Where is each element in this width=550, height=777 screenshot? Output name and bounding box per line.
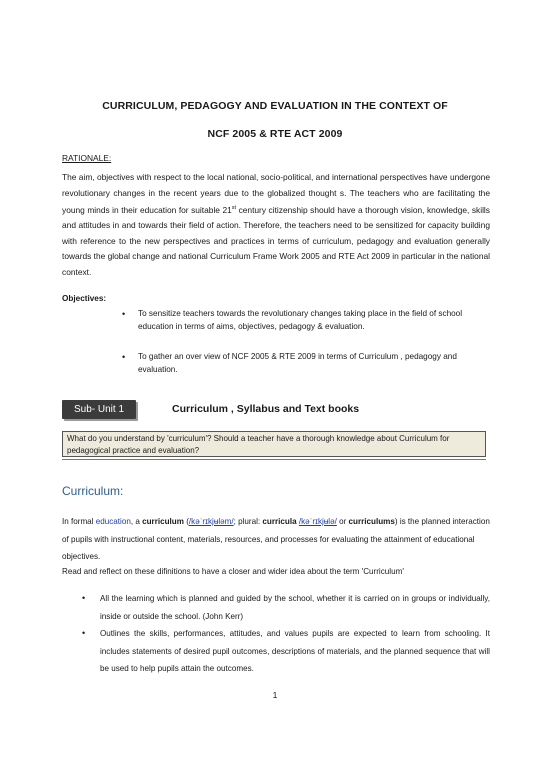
objective-item: • To gather an over view of NCF 2005 & RTE 2009 in terms of Curriculum , pedagogy and evaluation. [138, 351, 490, 376]
pronunciation-link[interactable]: /kəˈrɪkjʉləm/ [188, 517, 234, 526]
definition-text: or [336, 517, 349, 526]
term-curricula: curricula [262, 517, 297, 526]
rationale-paragraph [62, 170, 490, 280]
read-and-reflect: Read and reflect on these difinitions to have a closer and wider idea about the term 'Curriculum' [62, 567, 404, 576]
definition-text: ( [183, 517, 189, 526]
divider [62, 459, 486, 460]
objectives-list-2 [138, 351, 490, 376]
rationale-text-part-2: century citizenship should have a thorough vision, knowledge, skills and attitudes in and towards their field of action. Therefore, the teachers need to be sensitized for capacity building with reference to the new perspectives and practices in terms of curriculum, pedagogy and evaluation generally towards the global change and national Curriculum Frame Work 2005 and RTE Act 2009 in particular in the national context. [62, 204, 490, 277]
page-number: 1 [272, 690, 278, 700]
education-link[interactable]: education [95, 517, 131, 526]
document-title-line-2: NCF 2005 & RTE ACT 2009 [207, 128, 343, 140]
term-curriculums: curriculums [348, 517, 395, 526]
subunit-badge: Sub- Unit 1 [62, 400, 136, 419]
term-curriculum: curriculum [142, 517, 184, 526]
definition-text: In formal [62, 517, 96, 526]
definition-text: ; plural: [233, 517, 263, 526]
definition-text: , a [130, 517, 143, 526]
objective-item: • To sensitize teachers towards the revolutionary changes taking place in the field of school education in terms of aims, objectives, pedagogy & evaluation. [138, 308, 490, 333]
objectives-list-1 [138, 308, 490, 333]
question-box: What do you understand by 'curriculum'? Should a teacher have a thorough knowledge about Curriculum for pedagogical practice and evaluation? [62, 431, 486, 457]
rationale-text-part-1: The aim, objectives with respect to the local national, socio-political, and international perspectives have undergone revolutionary changes in the recent years due to the globalized thought s. The teachers who are facilitating the young minds in their education for suitable 21 [62, 172, 490, 215]
objectives-heading: Objectives: [62, 294, 107, 303]
curriculum-definition [62, 513, 490, 566]
document-title-line-1: CURRICULUM, PEDAGOGY AND EVALUATION IN THE CONTEXT OF [102, 100, 448, 112]
rationale-heading: RATIONALE: [62, 153, 112, 163]
pronunciation-plural-link[interactable]: /kəˈrɪkjʉlə/ [298, 517, 337, 526]
definitions-list [100, 590, 490, 678]
ordinal-superscript: st [231, 205, 237, 211]
definition-item: • All the learning which is planned and guided by the school, whether it is carried on in groups or individually, inside or outside the school. (John Kerr) [100, 590, 490, 625]
definition-item: • Outlines the skills, performances, attitudes, and values pupils are expected to learn from schooling. It includes statements of desired pupil outcomes, descriptions of materials, and the planned sequence that will be used to help pupils attain the outcomes. [100, 625, 490, 678]
subunit-title: Curriculum , Syllabus and Text books [172, 403, 360, 415]
definition-text: ) is the planned interaction of pupils with instructional content, materials, resources, and processes for evaluating the attainment of educational objectives. [62, 517, 490, 561]
curriculum-heading: Curriculum: [62, 484, 124, 498]
